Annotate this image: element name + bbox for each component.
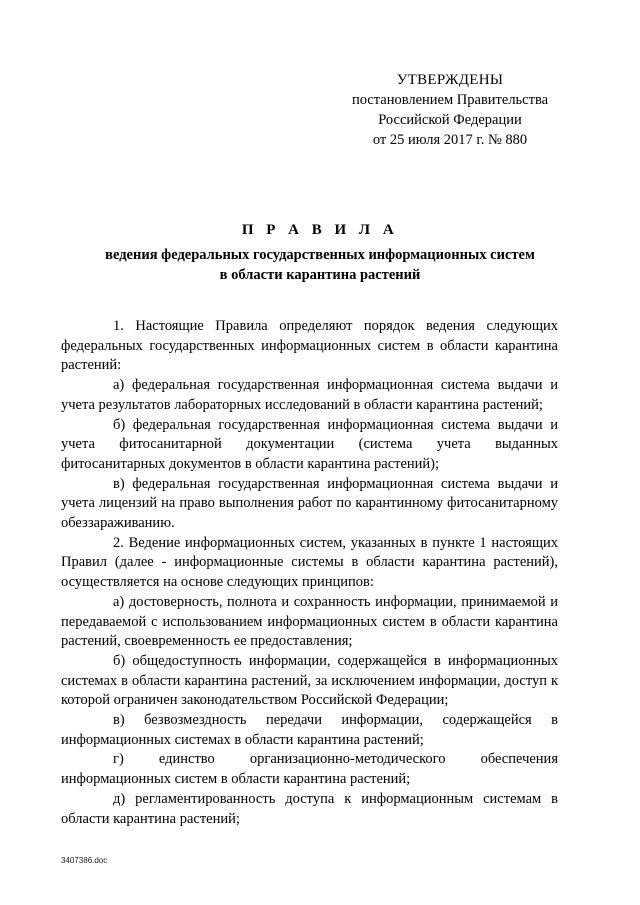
file-code: 3407386.doc [61, 856, 108, 865]
paragraph: 1. Настоящие Правила определяют порядок ведения следующих федеральных государственных информационных систем в области карантина растений: [61, 318, 558, 374]
paragraph: г) единство организационно-методического обеспечения информационных систем в области карантина растений; [61, 751, 558, 788]
paragraph: в) безвозмездность передачи информации, содержащейся в информационных системах в области карантина растений; [61, 712, 558, 748]
subtitle-line: ведения федеральных государственных информационных систем [105, 247, 535, 263]
approval-line: от 25 июля 2017 г. № 880 [372, 132, 528, 148]
document-title: П Р А В И Л А [241, 222, 399, 238]
approval-line: Российской Федерации [378, 112, 522, 128]
approval-title: УТВЕРЖДЕНЫ [396, 72, 504, 88]
approval-block [335, 70, 565, 150]
subtitle-line: в области карантина растений [219, 267, 421, 283]
paragraph: а) достоверность, полнота и сохранность информации, принимаемой и передаваемой с использованием информационных систем в области карантина растений, своевременность ее предоставления; [61, 593, 558, 650]
paragraph: б) федеральная государственная информационная система выдачи и учета фитосанитарной документации (система учета выданных фитосанитарных документов в области карантина растений); [61, 416, 558, 472]
document-body [61, 317, 558, 829]
document-subtitle [60, 245, 580, 285]
paragraph: д) регламентированность доступа к информационным системам в области карантина растений; [61, 790, 558, 827]
paragraph: а) федеральная государственная информационная система выдачи и учета результатов лабораторных исследований в области карантина растений; [61, 377, 558, 413]
paragraph: в) федеральная государственная информационная система выдачи и учета лицензий на право выполнения работ по карантинному фитосанитарному обеззараживанию. [61, 475, 558, 532]
approval-line: постановлением Правительства [351, 92, 549, 108]
paragraph: б) общедоступность информации, содержащейся в информационных системах в области карантина растений, за исключением информации, доступ к которой ограничен законодательством Российской Федерации; [61, 652, 558, 709]
paragraph: 2. Ведение информационных систем, указанных в пункте 1 настоящих Правил (далее - информационные системы в области карантина растений), осуществляется на основе следующих принципов: [61, 534, 558, 591]
